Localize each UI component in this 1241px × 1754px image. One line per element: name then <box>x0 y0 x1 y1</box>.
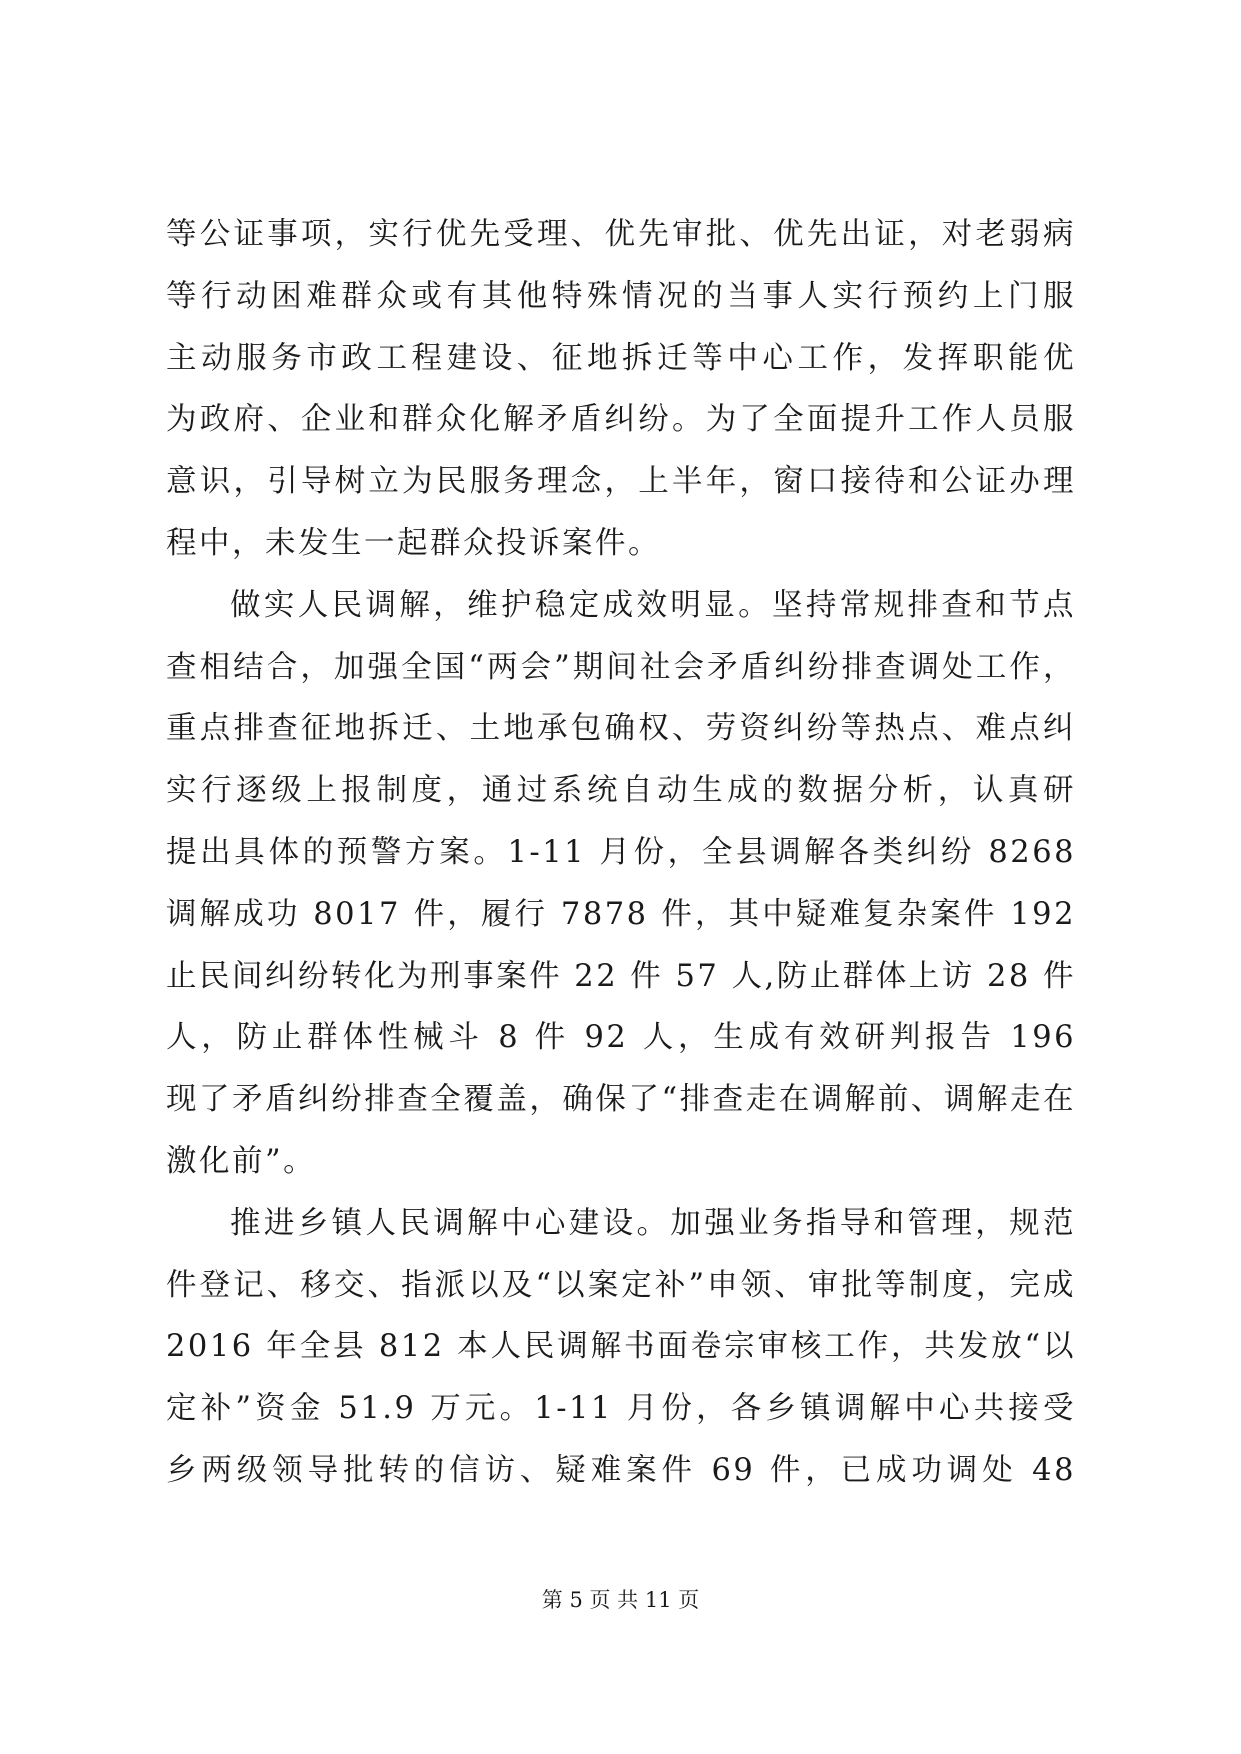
text-line: 人，防止群体性械斗 8 件 92 人，生成有效研判报告 196 <box>166 1020 1076 1056</box>
text-line: 止民间纠纷转化为刑事案件 22 件 57 人,防止群体上访 28 件 <box>166 958 1076 994</box>
text-line: 现了矛盾纠纷排查全覆盖，确保了“排查走在调解前、调解走在 <box>166 1082 1076 1118</box>
text-line: 主动服务市政工程建设、征地拆迁等中心工作，发挥职能优 <box>166 340 1076 376</box>
text-line: 2016 年全县 812 本人民调解书面卷宗审核工作，共发放“以 <box>166 1329 1076 1365</box>
text-line: 程中，未发生一起群众投诉案件。 <box>166 525 661 561</box>
document-body <box>166 204 1076 1502</box>
text-line: 查相结合，加强全国“两会”期间社会矛盾纠纷排查调处工作， <box>166 649 1076 685</box>
text-line: 提出具体的预警方案。1-11 月份，全县调解各类纠纷 8268 <box>166 834 1076 870</box>
text-line: 重点排查征地拆迁、土地承包确权、劳资纠纷等热点、难点纠 <box>166 711 1076 747</box>
text-line: 等公证事项，实行优先受理、优先审批、优先出证，对老弱病 <box>166 217 1076 252</box>
text-line: 激化前”。 <box>166 1143 317 1179</box>
text-line: 推进乡镇人民调解中心建设。加强业务指导和管理，规范 <box>230 1205 1076 1241</box>
text-line: 件登记、移交、指派以及“以案定补”申领、审批等制度，完成 <box>166 1267 1076 1303</box>
text-line: 意识，引导树立为民服务理念，上半年，窗口接待和公证办理 <box>166 464 1076 500</box>
text-line: 实行逐级上报制度，通过系统自动生成的数据分析，认真研 <box>166 773 1076 809</box>
text-line: 定补”资金 51.9 万元。1-11 月份，各乡镇调解中心共接受 <box>166 1391 1076 1427</box>
text-line: 乡两级领导批转的信访、疑难案件 69 件，已成功调处 48 <box>166 1452 1076 1488</box>
text-line: 做实人民调解，维护稳定成效明显。坚持常规排查和节点 <box>230 587 1076 623</box>
page-number-footer: 第 5 页 共 11 页 <box>541 1588 700 1612</box>
text-line: 等行动困难群众或有其他特殊情况的当事人实行预约上门服 <box>166 278 1076 314</box>
text-line: 为政府、企业和群众化解矛盾纠纷。为了全面提升工作人员服 <box>166 402 1076 438</box>
text-line: 调解成功 8017 件，履行 7878 件，其中疑难复杂案件 192 <box>166 896 1076 932</box>
